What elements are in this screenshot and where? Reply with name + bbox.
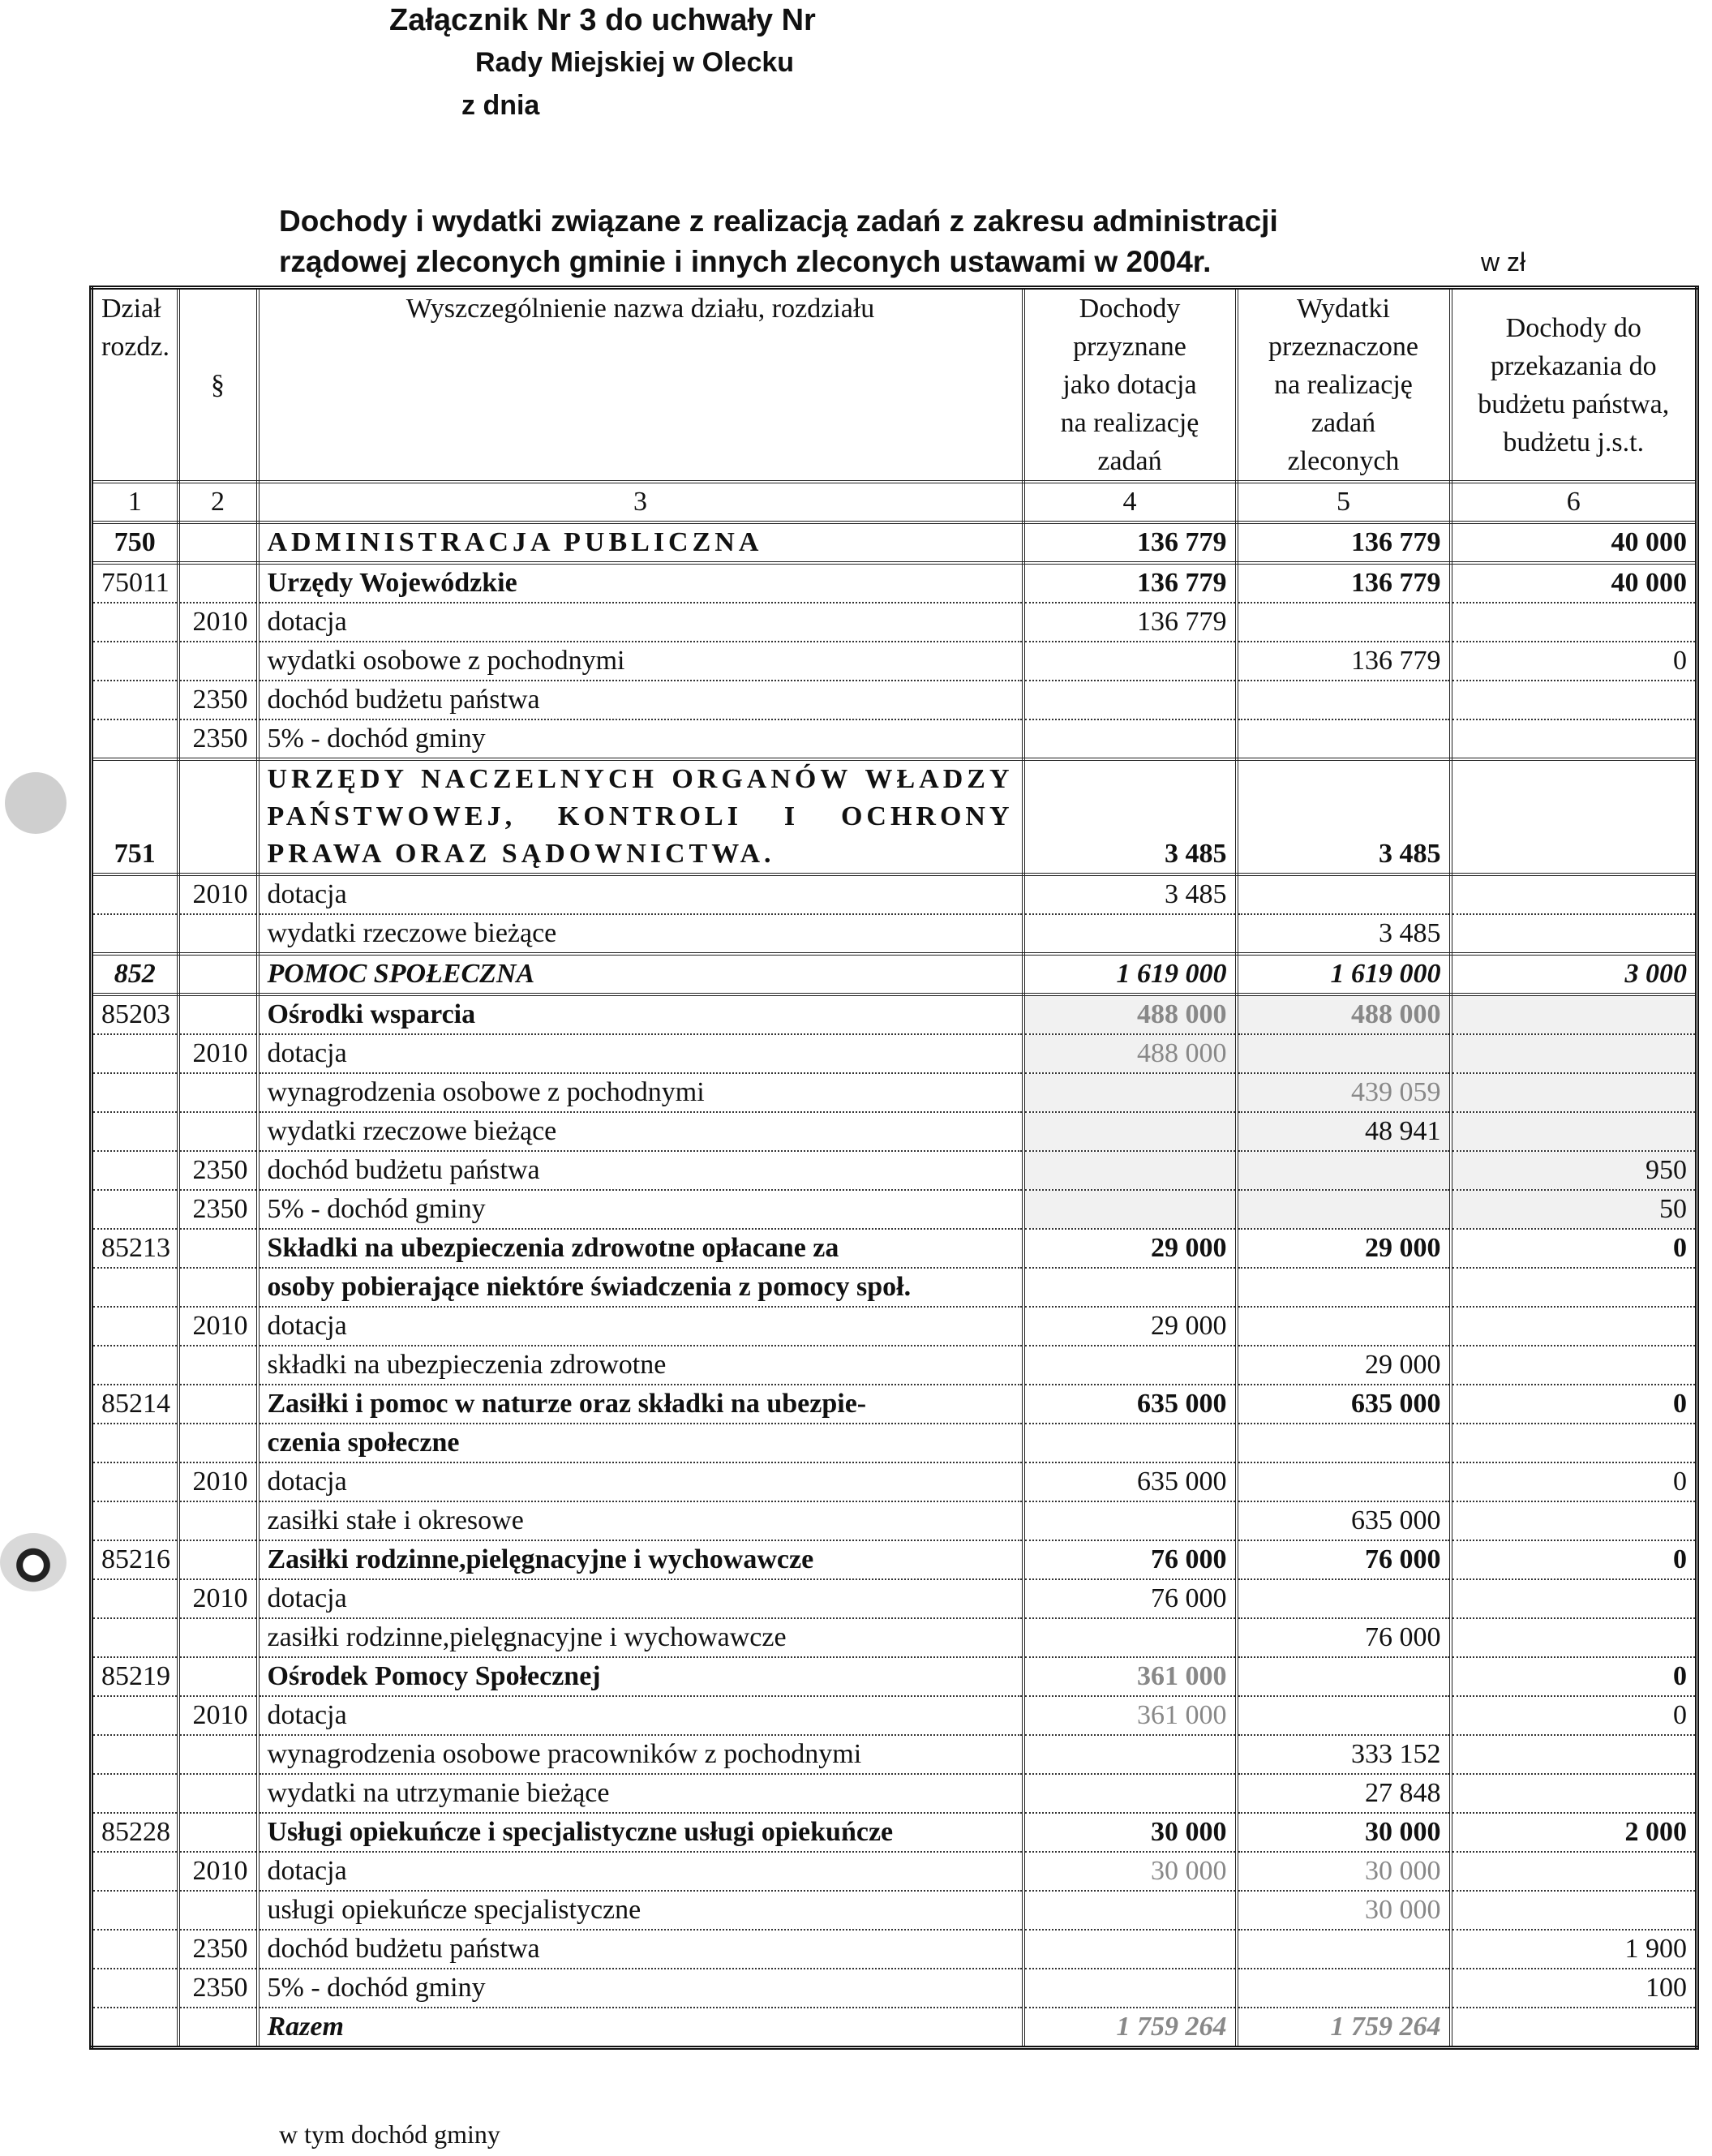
cell-description: dotacja bbox=[258, 1696, 1023, 1735]
cell-transfer bbox=[1451, 1112, 1697, 1151]
cell-expenses: 136 779 bbox=[1237, 642, 1451, 681]
cell-expenses bbox=[1237, 1268, 1451, 1307]
cell-transfer bbox=[1451, 1424, 1697, 1462]
cell-income: 488 000 bbox=[1023, 994, 1237, 1034]
cell-dzial bbox=[92, 1268, 178, 1307]
table-row bbox=[92, 642, 1697, 681]
table-row bbox=[92, 603, 1697, 642]
cell-paragraph bbox=[178, 1813, 258, 1852]
cell-transfer bbox=[1451, 1268, 1697, 1307]
table-header-row bbox=[92, 288, 1697, 483]
table-row bbox=[92, 1891, 1697, 1930]
cell-transfer bbox=[1451, 1346, 1697, 1385]
cell-income bbox=[1023, 719, 1237, 759]
cell-expenses bbox=[1237, 1696, 1451, 1735]
column-number: 5 bbox=[1237, 482, 1451, 522]
table-row bbox=[92, 1930, 1697, 1969]
cell-transfer bbox=[1451, 603, 1697, 642]
footnote: w tym dochód gminy bbox=[279, 2119, 500, 2149]
cell-dzial bbox=[92, 1774, 178, 1813]
table-row bbox=[92, 1190, 1697, 1229]
table-row bbox=[92, 1501, 1697, 1540]
table-row bbox=[92, 1073, 1697, 1112]
cell-income bbox=[1023, 1424, 1237, 1462]
cell-transfer: 0 bbox=[1451, 1462, 1697, 1501]
cell-paragraph bbox=[178, 1540, 258, 1579]
table-row bbox=[92, 1268, 1697, 1307]
cell-dzial: 852 bbox=[92, 954, 178, 994]
cell-paragraph bbox=[178, 1346, 258, 1385]
cell-expenses: 29 000 bbox=[1237, 1346, 1451, 1385]
column-number: 4 bbox=[1023, 482, 1237, 522]
cell-expenses bbox=[1237, 603, 1451, 642]
table-row bbox=[92, 1579, 1697, 1618]
header-description: Wyszczególnienie nazwa działu, rozdziału bbox=[258, 288, 1023, 483]
table-row bbox=[92, 563, 1697, 603]
table-row bbox=[92, 1385, 1697, 1424]
cell-expenses: 3 485 bbox=[1237, 759, 1451, 874]
attachment-title: Załącznik Nr 3 do uchwały Nr bbox=[389, 3, 816, 37]
table-row bbox=[92, 1151, 1697, 1190]
cell-paragraph: 2350 bbox=[178, 1930, 258, 1969]
cell-dzial: 85213 bbox=[92, 1229, 178, 1268]
header-paragraph: § bbox=[178, 288, 258, 483]
cell-description: wydatki rzeczowe bieżące bbox=[258, 1112, 1023, 1151]
table-row bbox=[92, 1969, 1697, 2008]
cell-transfer: 0 bbox=[1451, 1385, 1697, 1424]
cell-paragraph bbox=[178, 1657, 258, 1696]
table-row bbox=[92, 954, 1697, 994]
table-row bbox=[92, 1307, 1697, 1346]
table-row bbox=[92, 1774, 1697, 1813]
cell-expenses: 3 485 bbox=[1237, 914, 1451, 954]
cell-paragraph: 2350 bbox=[178, 1969, 258, 2008]
cell-paragraph bbox=[178, 1385, 258, 1424]
cell-paragraph: 2350 bbox=[178, 681, 258, 719]
cell-dzial: 85219 bbox=[92, 1657, 178, 1696]
council-name: Rady Miejskiej w Olecku bbox=[475, 47, 795, 78]
cell-transfer bbox=[1451, 994, 1697, 1034]
cell-expenses: 30 000 bbox=[1237, 1891, 1451, 1930]
cell-income: 1 619 000 bbox=[1023, 954, 1237, 994]
cell-description: dochód budżetu państwa bbox=[258, 681, 1023, 719]
cell-dzial bbox=[92, 1190, 178, 1229]
table-row bbox=[92, 759, 1697, 874]
cell-income: 29 000 bbox=[1023, 1229, 1237, 1268]
cell-dzial bbox=[92, 642, 178, 681]
cell-description: wydatki osobowe z pochodnymi bbox=[258, 642, 1023, 681]
cell-paragraph bbox=[178, 1618, 258, 1657]
cell-income bbox=[1023, 1073, 1237, 1112]
table-row bbox=[92, 1540, 1697, 1579]
cell-expenses bbox=[1237, 1424, 1451, 1462]
header-transfer: Dochody do przekazania do budżetu państwa, budżetu j.s.t. bbox=[1451, 288, 1697, 483]
cell-paragraph bbox=[178, 1424, 258, 1462]
cell-paragraph bbox=[178, 1229, 258, 1268]
cell-description: Ośrodki wsparcia bbox=[258, 994, 1023, 1034]
cell-expenses: 488 000 bbox=[1237, 994, 1451, 1034]
cell-transfer: 0 bbox=[1451, 1540, 1697, 1579]
cell-dzial bbox=[92, 1346, 178, 1385]
cell-income bbox=[1023, 1112, 1237, 1151]
cell-transfer: 950 bbox=[1451, 1151, 1697, 1190]
cell-paragraph bbox=[178, 1268, 258, 1307]
cell-paragraph bbox=[178, 1501, 258, 1540]
cell-transfer: 3 000 bbox=[1451, 954, 1697, 994]
cell-paragraph bbox=[178, 1073, 258, 1112]
table-row bbox=[92, 1112, 1697, 1151]
cell-description: Usługi opiekuńcze i specjalistyczne usługi opiekuńcze bbox=[258, 1813, 1023, 1852]
cell-description: składki na ubezpieczenia zdrowotne bbox=[258, 1346, 1023, 1385]
cell-dzial bbox=[92, 1112, 178, 1151]
cell-expenses bbox=[1237, 1034, 1451, 1073]
table-row bbox=[92, 874, 1697, 914]
cell-dzial bbox=[92, 914, 178, 954]
cell-dzial bbox=[92, 874, 178, 914]
table-row bbox=[92, 914, 1697, 954]
cell-income: 3 485 bbox=[1023, 759, 1237, 874]
cell-description: Zasiłki i pomoc w naturze oraz składki na ubezpie- bbox=[258, 1385, 1023, 1424]
cell-income: 1 759 264 bbox=[1023, 2008, 1237, 2048]
cell-dzial: 85214 bbox=[92, 1385, 178, 1424]
document-title-line-1: Dochody i wydatki związane z realizacją zadań z zakresu administracji bbox=[279, 204, 1278, 238]
cell-dzial bbox=[92, 1735, 178, 1774]
cell-expenses bbox=[1237, 719, 1451, 759]
cell-dzial bbox=[92, 719, 178, 759]
cell-income bbox=[1023, 1618, 1237, 1657]
table-row bbox=[92, 1462, 1697, 1501]
cell-dzial bbox=[92, 1501, 178, 1540]
table-row bbox=[92, 1657, 1697, 1696]
cell-expenses: 27 848 bbox=[1237, 1774, 1451, 1813]
cell-description: zasiłki stałe i okresowe bbox=[258, 1501, 1023, 1540]
column-number: 1 bbox=[92, 482, 178, 522]
cell-transfer bbox=[1451, 1891, 1697, 1930]
cell-paragraph: 2350 bbox=[178, 1190, 258, 1229]
table-row bbox=[92, 1696, 1697, 1735]
cell-paragraph: 2350 bbox=[178, 1151, 258, 1190]
cell-expenses: 136 779 bbox=[1237, 563, 1451, 603]
cell-transfer bbox=[1451, 681, 1697, 719]
cell-income: 488 000 bbox=[1023, 1034, 1237, 1073]
cell-paragraph: 2010 bbox=[178, 1307, 258, 1346]
cell-description: wynagrodzenia osobowe z pochodnymi bbox=[258, 1073, 1023, 1112]
cell-description: dotacja bbox=[258, 1852, 1023, 1891]
cell-paragraph: 2010 bbox=[178, 1462, 258, 1501]
cell-transfer: 1 900 bbox=[1451, 1930, 1697, 1969]
cell-paragraph bbox=[178, 759, 258, 874]
cell-transfer bbox=[1451, 1774, 1697, 1813]
table-row bbox=[92, 1735, 1697, 1774]
cell-paragraph bbox=[178, 1112, 258, 1151]
cell-expenses: 1 619 000 bbox=[1237, 954, 1451, 994]
cell-dzial: 75011 bbox=[92, 563, 178, 603]
cell-dzial bbox=[92, 681, 178, 719]
cell-description: wynagrodzenia osobowe pracowników z pochodnymi bbox=[258, 1735, 1023, 1774]
cell-paragraph bbox=[178, 642, 258, 681]
cell-expenses bbox=[1237, 1190, 1451, 1229]
cell-transfer bbox=[1451, 719, 1697, 759]
cell-expenses bbox=[1237, 1579, 1451, 1618]
cell-description: 5% - dochód gminy bbox=[258, 1969, 1023, 2008]
header-income: Dochody przyznane jako dotacja na realizację zadań bbox=[1023, 288, 1237, 483]
cell-expenses bbox=[1237, 681, 1451, 719]
cell-paragraph bbox=[178, 563, 258, 603]
cell-transfer: 2 000 bbox=[1451, 1813, 1697, 1852]
table-row bbox=[92, 994, 1697, 1034]
cell-paragraph: 2010 bbox=[178, 603, 258, 642]
cell-description: dotacja bbox=[258, 874, 1023, 914]
cell-transfer bbox=[1451, 1307, 1697, 1346]
cell-dzial bbox=[92, 1424, 178, 1462]
cell-dzial bbox=[92, 2008, 178, 2048]
cell-description: czenia społeczne bbox=[258, 1424, 1023, 1462]
cell-expenses bbox=[1237, 1657, 1451, 1696]
cell-description: Zasiłki rodzinne,pielęgnacyjne i wychowawcze bbox=[258, 1540, 1023, 1579]
cell-dzial: 751 bbox=[92, 759, 178, 874]
cell-dzial: 750 bbox=[92, 522, 178, 563]
cell-expenses bbox=[1237, 1969, 1451, 2008]
cell-expenses bbox=[1237, 1307, 1451, 1346]
table-row bbox=[92, 522, 1697, 563]
cell-description: 5% - dochód gminy bbox=[258, 1190, 1023, 1229]
column-number: 6 bbox=[1451, 482, 1697, 522]
cell-paragraph: 2010 bbox=[178, 1579, 258, 1618]
cell-transfer: 40 000 bbox=[1451, 522, 1697, 563]
cell-paragraph bbox=[178, 522, 258, 563]
cell-expenses: 76 000 bbox=[1237, 1618, 1451, 1657]
cell-description: zasiłki rodzinne,pielęgnacyjne i wychowawcze bbox=[258, 1618, 1023, 1657]
cell-description: osoby pobierające niektóre świadczenia z pomocy społ. bbox=[258, 1268, 1023, 1307]
cell-income bbox=[1023, 1346, 1237, 1385]
cell-transfer: 40 000 bbox=[1451, 563, 1697, 603]
cell-income bbox=[1023, 1735, 1237, 1774]
cell-transfer bbox=[1451, 1034, 1697, 1073]
table-row bbox=[92, 1229, 1697, 1268]
punch-hole-mark bbox=[0, 1533, 67, 1591]
header-dzial: Dział rozdz. bbox=[92, 288, 178, 483]
cell-transfer bbox=[1451, 2008, 1697, 2048]
cell-income bbox=[1023, 1969, 1237, 2008]
cell-description: dochód budżetu państwa bbox=[258, 1930, 1023, 1969]
cell-transfer bbox=[1451, 1618, 1697, 1657]
cell-description: usługi opiekuńcze specjalistyczne bbox=[258, 1891, 1023, 1930]
cell-dzial bbox=[92, 1930, 178, 1969]
cell-description: dochód budżetu państwa bbox=[258, 1151, 1023, 1190]
table-row bbox=[92, 719, 1697, 759]
cell-income bbox=[1023, 1774, 1237, 1813]
cell-description: dotacja bbox=[258, 1034, 1023, 1073]
cell-income: 29 000 bbox=[1023, 1307, 1237, 1346]
cell-description: dotacja bbox=[258, 1579, 1023, 1618]
cell-description: dotacja bbox=[258, 603, 1023, 642]
cell-paragraph: 2010 bbox=[178, 1034, 258, 1073]
cell-transfer bbox=[1451, 759, 1697, 874]
table-row bbox=[92, 681, 1697, 719]
cell-income: 30 000 bbox=[1023, 1852, 1237, 1891]
cell-transfer: 0 bbox=[1451, 1657, 1697, 1696]
cell-dzial bbox=[92, 1969, 178, 2008]
cell-income bbox=[1023, 642, 1237, 681]
cell-paragraph bbox=[178, 994, 258, 1034]
column-number: 3 bbox=[258, 482, 1023, 522]
cell-transfer: 0 bbox=[1451, 642, 1697, 681]
cell-transfer bbox=[1451, 874, 1697, 914]
cell-income: 76 000 bbox=[1023, 1540, 1237, 1579]
cell-income: 76 000 bbox=[1023, 1579, 1237, 1618]
cell-description: dotacja bbox=[258, 1462, 1023, 1501]
cell-paragraph bbox=[178, 1891, 258, 1930]
cell-description: ADMINISTRACJA PUBLICZNA bbox=[258, 522, 1023, 563]
cell-dzial bbox=[92, 1151, 178, 1190]
cell-description: Ośrodek Pomocy Społecznej bbox=[258, 1657, 1023, 1696]
resolution-date: z dnia bbox=[461, 90, 540, 121]
cell-paragraph: 2010 bbox=[178, 1696, 258, 1735]
cell-expenses: 1 759 264 bbox=[1237, 2008, 1451, 2048]
cell-paragraph bbox=[178, 2008, 258, 2048]
cell-transfer bbox=[1451, 1501, 1697, 1540]
cell-dzial bbox=[92, 1034, 178, 1073]
cell-dzial bbox=[92, 1073, 178, 1112]
cell-expenses: 30 000 bbox=[1237, 1852, 1451, 1891]
cell-dzial bbox=[92, 1462, 178, 1501]
cell-expenses: 333 152 bbox=[1237, 1735, 1451, 1774]
cell-description: wydatki rzeczowe bieżące bbox=[258, 914, 1023, 954]
cell-transfer bbox=[1451, 1852, 1697, 1891]
table-row bbox=[92, 1852, 1697, 1891]
cell-dzial: 85216 bbox=[92, 1540, 178, 1579]
cell-expenses bbox=[1237, 1930, 1451, 1969]
cell-income: 136 779 bbox=[1023, 563, 1237, 603]
cell-transfer bbox=[1451, 914, 1697, 954]
cell-income bbox=[1023, 914, 1237, 954]
cell-transfer bbox=[1451, 1073, 1697, 1112]
document-title-line-2: rządowej zleconych gminie i innych zleconych ustawami w 2004r. bbox=[279, 245, 1212, 278]
cell-paragraph bbox=[178, 954, 258, 994]
cell-dzial bbox=[92, 603, 178, 642]
budget-table bbox=[89, 286, 1699, 2050]
cell-paragraph: 2010 bbox=[178, 874, 258, 914]
cell-expenses: 635 000 bbox=[1237, 1501, 1451, 1540]
cell-description: 5% - dochód gminy bbox=[258, 719, 1023, 759]
cell-dzial bbox=[92, 1307, 178, 1346]
cell-transfer: 50 bbox=[1451, 1190, 1697, 1229]
cell-transfer bbox=[1451, 1735, 1697, 1774]
currency-unit: w zł bbox=[1481, 247, 1526, 277]
cell-dzial bbox=[92, 1852, 178, 1891]
cell-income: 136 779 bbox=[1023, 603, 1237, 642]
cell-expenses bbox=[1237, 874, 1451, 914]
cell-dzial bbox=[92, 1618, 178, 1657]
cell-paragraph: 2010 bbox=[178, 1852, 258, 1891]
cell-income bbox=[1023, 1930, 1237, 1969]
cell-expenses: 136 779 bbox=[1237, 522, 1451, 563]
cell-expenses: 439 059 bbox=[1237, 1073, 1451, 1112]
cell-income bbox=[1023, 1891, 1237, 1930]
table-row bbox=[92, 1618, 1697, 1657]
cell-dzial: 85228 bbox=[92, 1813, 178, 1852]
cell-expenses: 48 941 bbox=[1237, 1112, 1451, 1151]
table-row bbox=[92, 1813, 1697, 1852]
cell-dzial bbox=[92, 1696, 178, 1735]
cell-transfer: 100 bbox=[1451, 1969, 1697, 2008]
cell-income: 635 000 bbox=[1023, 1462, 1237, 1501]
cell-expenses: 30 000 bbox=[1237, 1813, 1451, 1852]
cell-paragraph bbox=[178, 1735, 258, 1774]
table-row bbox=[92, 1346, 1697, 1385]
cell-paragraph: 2350 bbox=[178, 719, 258, 759]
cell-transfer: 0 bbox=[1451, 1229, 1697, 1268]
cell-transfer: 0 bbox=[1451, 1696, 1697, 1735]
cell-dzial bbox=[92, 1579, 178, 1618]
cell-expenses: 76 000 bbox=[1237, 1540, 1451, 1579]
cell-description: Składki na ubezpieczenia zdrowotne opłacane za bbox=[258, 1229, 1023, 1268]
cell-dzial bbox=[92, 1891, 178, 1930]
cell-income bbox=[1023, 1268, 1237, 1307]
cell-income: 361 000 bbox=[1023, 1696, 1237, 1735]
cell-description: POMOC SPOŁECZNA bbox=[258, 954, 1023, 994]
column-number: 2 bbox=[178, 482, 258, 522]
column-number-row bbox=[92, 482, 1697, 522]
cell-income: 635 000 bbox=[1023, 1385, 1237, 1424]
cell-description: Urzędy Wojewódzkie bbox=[258, 563, 1023, 603]
cell-description: URZĘDY NACZELNYCH ORGANÓW WŁADZY PAŃSTWOWEJ, KONTROLI I OCHRONY PRAWA ORAZ SĄDOWNICTWA. bbox=[258, 759, 1023, 874]
cell-income bbox=[1023, 1501, 1237, 1540]
cell-expenses bbox=[1237, 1462, 1451, 1501]
cell-dzial: 85203 bbox=[92, 994, 178, 1034]
punch-hole-mark bbox=[5, 772, 67, 834]
cell-paragraph bbox=[178, 1774, 258, 1813]
cell-income: 136 779 bbox=[1023, 522, 1237, 563]
cell-income bbox=[1023, 1190, 1237, 1229]
cell-paragraph bbox=[178, 914, 258, 954]
cell-expenses bbox=[1237, 1151, 1451, 1190]
table-row bbox=[92, 1424, 1697, 1462]
cell-income: 361 000 bbox=[1023, 1657, 1237, 1696]
cell-expenses: 635 000 bbox=[1237, 1385, 1451, 1424]
cell-description: dotacja bbox=[258, 1307, 1023, 1346]
cell-income: 30 000 bbox=[1023, 1813, 1237, 1852]
cell-description: Razem bbox=[258, 2008, 1023, 2048]
cell-expenses: 29 000 bbox=[1237, 1229, 1451, 1268]
header-expenses: Wydatki przeznaczone na realizację zadań zleconych bbox=[1237, 288, 1451, 483]
total-row bbox=[92, 2008, 1697, 2048]
table-row bbox=[92, 1034, 1697, 1073]
cell-income: 3 485 bbox=[1023, 874, 1237, 914]
cell-income bbox=[1023, 681, 1237, 719]
cell-transfer bbox=[1451, 1579, 1697, 1618]
cell-description: wydatki na utrzymanie bieżące bbox=[258, 1774, 1023, 1813]
cell-income bbox=[1023, 1151, 1237, 1190]
